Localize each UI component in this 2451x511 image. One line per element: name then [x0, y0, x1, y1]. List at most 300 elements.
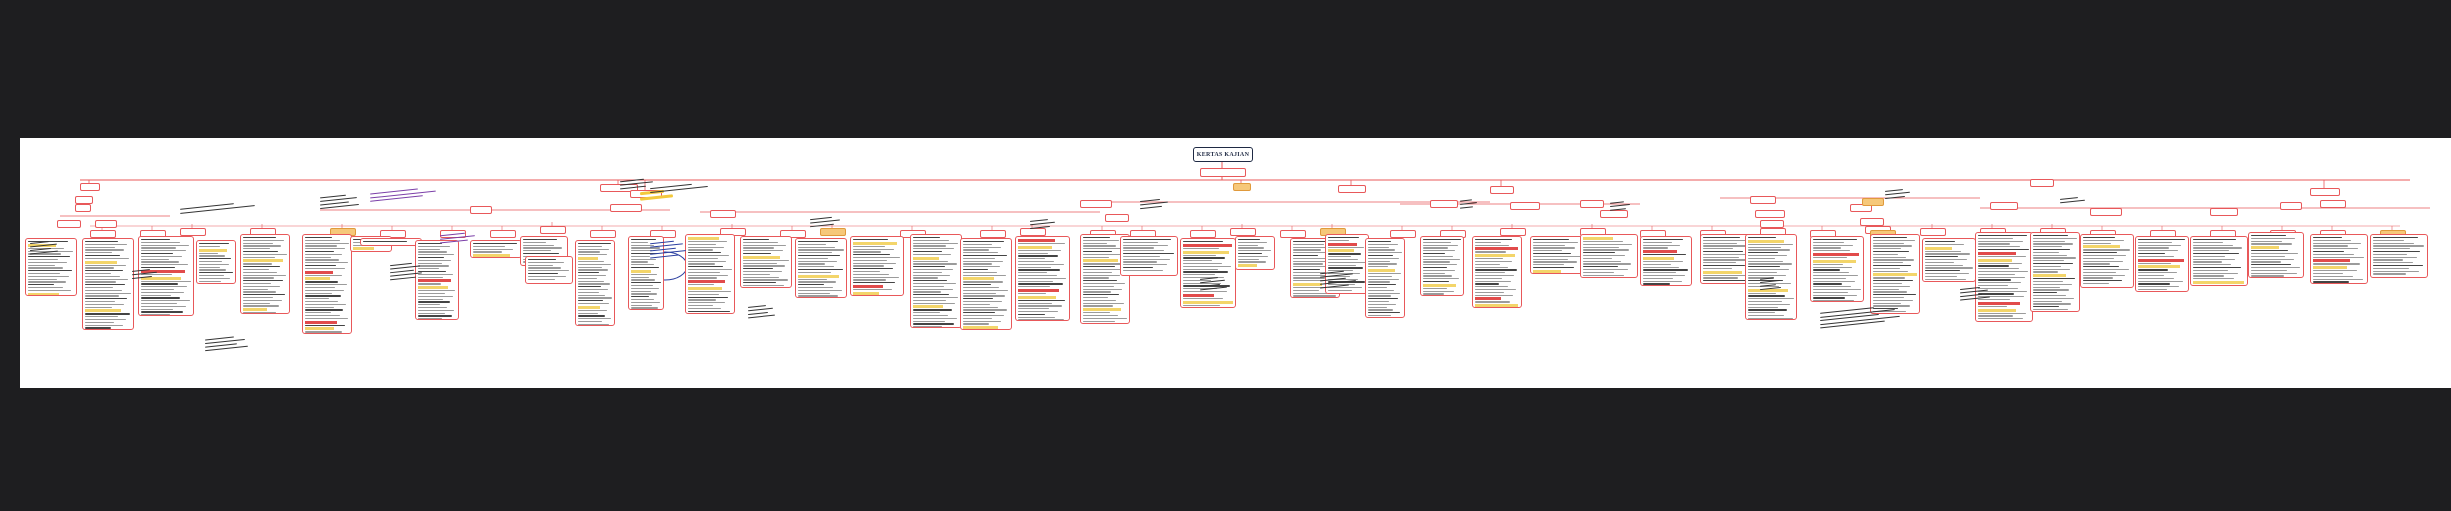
note-line — [2033, 295, 2066, 296]
note-line — [473, 251, 502, 252]
note-line — [1583, 269, 1628, 270]
note-line — [418, 304, 440, 305]
note-line — [523, 245, 554, 246]
note-card[interactable] — [525, 256, 573, 284]
note-card[interactable] — [1472, 236, 1522, 308]
note-line — [1925, 279, 1966, 280]
note-line — [1083, 280, 1117, 281]
note-line — [28, 293, 59, 296]
note-line — [1475, 292, 1504, 293]
branch-label-mid[interactable] — [95, 220, 117, 228]
note-line — [1018, 246, 1052, 249]
note-line — [1368, 252, 1402, 253]
note-card[interactable] — [1365, 238, 1405, 318]
card-heading[interactable] — [540, 226, 566, 234]
note-line — [2193, 270, 2228, 271]
note-line — [1083, 237, 1110, 238]
note-card[interactable] — [740, 236, 792, 288]
note-line — [243, 237, 276, 238]
branch-label-mid[interactable] — [2320, 200, 2346, 208]
note-line — [305, 243, 349, 244]
note-line — [1813, 257, 1847, 258]
note-line — [631, 264, 654, 265]
note-line — [913, 297, 958, 298]
note-line — [1978, 268, 2019, 269]
note-line — [1925, 247, 1952, 250]
note-line — [305, 265, 336, 266]
note-line — [1978, 263, 2022, 264]
note-line — [85, 241, 118, 242]
note-line — [1925, 273, 1969, 274]
note-line — [2313, 245, 2348, 246]
note-line — [418, 260, 451, 261]
branch-label-mid[interactable] — [75, 204, 91, 212]
note-card[interactable] — [360, 238, 422, 246]
note-line — [1475, 286, 1508, 287]
card-heading[interactable] — [90, 230, 116, 238]
note-line — [1238, 247, 1264, 248]
note-line — [1123, 242, 1158, 243]
note-line — [528, 279, 555, 280]
card-heading[interactable] — [1500, 228, 1526, 236]
note-line — [1583, 272, 1614, 273]
note-line — [418, 301, 450, 302]
note-line — [1368, 247, 1389, 248]
note-line — [1368, 309, 1393, 310]
note-line — [1475, 261, 1512, 262]
note-card[interactable] — [2248, 232, 2304, 278]
branch-label-mid[interactable] — [1105, 214, 1129, 222]
note-line — [28, 273, 60, 274]
note-card[interactable] — [1015, 236, 1070, 321]
note-line — [578, 243, 611, 244]
note-line — [1368, 301, 1389, 302]
note-line — [85, 293, 131, 294]
note-card[interactable] — [1235, 236, 1275, 270]
note-card[interactable] — [575, 240, 615, 326]
note-line — [1368, 263, 1397, 264]
note-line — [1083, 312, 1110, 313]
note-line — [85, 287, 113, 288]
note-line — [2251, 275, 2284, 276]
note-line — [1423, 278, 1459, 279]
note-line — [1873, 277, 1905, 278]
note-line — [473, 254, 510, 257]
note-line — [85, 249, 124, 250]
note-card[interactable] — [2370, 234, 2428, 278]
note-line — [85, 265, 126, 266]
note-line — [1018, 281, 1053, 282]
branch-label-mid[interactable] — [2210, 208, 2238, 216]
note-line — [1583, 252, 1615, 253]
note-card[interactable] — [2310, 234, 2368, 284]
note-card[interactable] — [2080, 234, 2134, 288]
note-line — [688, 308, 721, 309]
note-line — [473, 246, 505, 247]
note-line — [2373, 259, 2403, 260]
note-line — [1083, 277, 1109, 278]
note-line — [1643, 283, 1670, 284]
note-line — [85, 281, 116, 282]
note-line — [743, 282, 776, 283]
note-line — [688, 263, 715, 264]
card-heading[interactable] — [1230, 228, 1256, 236]
note-line — [1368, 281, 1390, 282]
note-card[interactable] — [1810, 236, 1864, 302]
note-line — [1813, 297, 1845, 298]
note-line — [913, 291, 941, 292]
note-line — [1018, 239, 1055, 242]
note-line — [1183, 294, 1214, 297]
note-line — [199, 267, 220, 268]
note-card[interactable] — [1120, 236, 1178, 276]
branch-label-mid[interactable] — [1760, 220, 1784, 228]
note-line — [1018, 283, 1063, 284]
branch-label-mid[interactable] — [1430, 200, 1458, 208]
note-line — [963, 298, 993, 299]
note-line — [199, 255, 225, 256]
note-line — [85, 327, 111, 328]
note-line — [1328, 249, 1354, 252]
note-line — [798, 258, 828, 259]
note-line — [1533, 239, 1569, 240]
note-line — [1583, 237, 1613, 240]
note-line — [28, 259, 58, 260]
note-line — [418, 313, 445, 314]
branch-label-mid[interactable] — [1510, 202, 1540, 210]
note-line — [853, 289, 892, 290]
note-line — [1328, 247, 1364, 248]
note-line — [913, 243, 958, 244]
note-line — [141, 311, 183, 312]
note-line — [1183, 298, 1223, 299]
note-line — [243, 275, 286, 276]
note-line — [1183, 251, 1229, 254]
note-line — [1978, 252, 2016, 255]
note-line — [2033, 252, 2059, 253]
note-line — [28, 262, 67, 263]
note-line — [963, 290, 1008, 291]
note-line — [1873, 280, 1913, 281]
note-line — [1643, 254, 1686, 255]
branch-label-mid[interactable] — [1990, 202, 2018, 210]
note-line — [631, 302, 660, 303]
handwritten-annotation — [30, 242, 62, 256]
note-line — [1925, 241, 1955, 242]
handwritten-annotation — [390, 264, 426, 281]
note-card[interactable] — [1640, 236, 1692, 286]
note-card[interactable] — [1180, 238, 1236, 308]
note-line — [1238, 253, 1262, 254]
note-line — [1978, 241, 2023, 242]
note-line — [243, 266, 280, 267]
note-line — [1018, 275, 1057, 276]
note-line — [1533, 267, 1574, 268]
note-line — [1978, 279, 2011, 280]
note-line — [85, 279, 128, 280]
note-line — [1475, 304, 1518, 307]
note-line — [578, 300, 603, 301]
note-line — [2373, 248, 2410, 249]
note-line — [85, 244, 127, 245]
note-line — [1583, 249, 1629, 250]
card-heading[interactable] — [1280, 230, 1306, 238]
note-card[interactable] — [2030, 232, 2080, 312]
branch-label-top[interactable] — [1233, 183, 1251, 191]
note-line — [913, 277, 938, 278]
note-line — [305, 245, 337, 246]
card-heading[interactable] — [1920, 228, 1946, 236]
note-line — [798, 281, 836, 282]
note-line — [743, 285, 784, 286]
note-line — [1083, 297, 1108, 298]
card-heading[interactable] — [180, 228, 206, 236]
note-card[interactable] — [1530, 236, 1586, 274]
note-line — [1978, 259, 2012, 262]
note-line — [1123, 250, 1164, 251]
note-card[interactable] — [240, 234, 290, 314]
note-line — [1978, 249, 2029, 250]
note-card[interactable] — [2135, 236, 2189, 292]
note-line — [305, 321, 337, 324]
note-line — [2313, 257, 2364, 258]
branch-label-highlighted[interactable] — [1862, 198, 1884, 206]
branch-label-mid[interactable] — [1080, 200, 1112, 208]
note-line — [199, 258, 231, 259]
note-line — [1533, 250, 1562, 251]
note-line — [1643, 247, 1668, 248]
note-line — [1183, 255, 1216, 256]
note-line — [1533, 247, 1575, 248]
note-line — [2193, 256, 2225, 257]
branch-label-top[interactable] — [1338, 185, 1366, 193]
note-card[interactable] — [2190, 236, 2248, 286]
note-line — [2083, 237, 2115, 238]
note-line — [1703, 275, 1751, 276]
note-line — [141, 283, 178, 284]
branch-label-top[interactable] — [2310, 188, 2340, 196]
note-line — [1748, 307, 1778, 308]
note-card[interactable] — [196, 240, 236, 284]
branch-label-top[interactable] — [2030, 179, 2054, 187]
note-line — [1703, 268, 1732, 269]
card-heading[interactable] — [590, 230, 616, 238]
note-line — [631, 256, 650, 257]
note-line — [1423, 245, 1458, 246]
note-card[interactable] — [1870, 234, 1920, 314]
note-line — [418, 299, 443, 300]
note-line — [199, 278, 230, 279]
note-line — [1925, 267, 1973, 268]
note-line — [1293, 244, 1324, 245]
note-line — [688, 313, 718, 314]
note-line — [305, 309, 343, 310]
note-card[interactable] — [302, 234, 352, 334]
note-card[interactable] — [1420, 236, 1464, 296]
note-line — [798, 269, 843, 270]
branch-label-top[interactable] — [80, 183, 100, 191]
root-subnode[interactable] — [1200, 168, 1246, 177]
note-line — [1018, 243, 1065, 244]
note-card[interactable] — [910, 234, 962, 328]
note-card[interactable] — [1975, 232, 2033, 322]
note-line — [913, 303, 955, 304]
note-card[interactable] — [82, 238, 134, 330]
note-line — [1368, 293, 1400, 294]
note-line — [528, 273, 558, 274]
note-line — [1293, 258, 1326, 259]
note-line — [305, 325, 345, 326]
note-card[interactable] — [1922, 238, 1976, 282]
note-line — [853, 246, 885, 247]
note-line — [963, 241, 1004, 242]
note-line — [1583, 266, 1618, 267]
note-line — [141, 242, 180, 243]
note-line — [963, 249, 989, 250]
note-line — [1643, 261, 1683, 262]
note-line — [688, 299, 716, 300]
note-line — [913, 323, 954, 324]
branch-label-mid[interactable] — [2090, 208, 2122, 216]
note-line — [1368, 312, 1400, 313]
note-line — [243, 251, 278, 252]
note-line — [2033, 287, 2060, 288]
note-card[interactable] — [795, 238, 847, 298]
note-line — [913, 326, 942, 327]
note-line — [1293, 293, 1327, 294]
branch-label-top[interactable] — [1490, 186, 1514, 194]
branch-label-mid[interactable] — [1755, 210, 1785, 218]
note-line — [2033, 249, 2070, 250]
card-heading[interactable] — [980, 230, 1006, 238]
note-line — [2251, 256, 2285, 257]
card-heading[interactable] — [1390, 230, 1416, 238]
note-line — [1475, 301, 1510, 302]
note-line — [578, 306, 600, 309]
note-line — [1873, 259, 1914, 260]
note-line — [2083, 243, 2111, 244]
branch-label-mid[interactable] — [1750, 196, 1776, 204]
note-line — [1293, 263, 1323, 264]
note-line — [1978, 315, 2013, 316]
note-line — [2373, 257, 2417, 258]
note-line — [85, 247, 115, 248]
note-line — [1183, 305, 1220, 306]
note-line — [2193, 267, 2241, 268]
note-line — [2138, 286, 2179, 287]
note-line — [913, 269, 953, 270]
note-line — [2193, 250, 2229, 251]
note-line — [305, 295, 341, 296]
handwritten-annotation — [180, 206, 270, 213]
note-line — [798, 284, 824, 285]
note-line — [85, 252, 112, 253]
note-line — [853, 251, 881, 252]
note-line — [688, 294, 719, 295]
note-card[interactable] — [960, 238, 1012, 330]
note-line — [528, 267, 561, 268]
note-line — [853, 274, 889, 275]
note-line — [199, 281, 221, 282]
branch-label-mid[interactable] — [470, 206, 492, 214]
note-line — [2313, 276, 2353, 277]
note-line — [2373, 245, 2424, 246]
note-line — [1703, 245, 1746, 246]
branch-label-mid[interactable] — [75, 196, 93, 204]
branch-label-mid[interactable] — [1580, 200, 1604, 208]
note-line — [1533, 259, 1568, 260]
branch-label-mid[interactable] — [610, 204, 642, 212]
note-line — [1083, 286, 1114, 287]
note-line — [578, 257, 598, 260]
note-line — [1183, 244, 1232, 247]
branch-label-mid[interactable] — [710, 210, 736, 218]
note-line — [1123, 259, 1170, 260]
note-line — [743, 265, 785, 266]
card-heading[interactable] — [490, 230, 516, 238]
note-line — [1183, 269, 1218, 270]
note-line — [2033, 303, 2071, 304]
note-line — [1475, 269, 1517, 270]
note-line — [85, 276, 120, 277]
branch-label-mid[interactable] — [2280, 202, 2302, 210]
note-line — [1583, 244, 1632, 245]
note-line — [1475, 283, 1499, 284]
note-line — [2033, 289, 2069, 290]
note-line — [2138, 242, 2172, 243]
note-line — [2138, 250, 2178, 251]
note-line — [2373, 240, 2404, 241]
branch-label-mid[interactable] — [57, 220, 81, 228]
branch-label-mid[interactable] — [1860, 218, 1884, 226]
note-card[interactable] — [1580, 234, 1638, 278]
note-line — [631, 282, 661, 283]
note-line — [913, 312, 940, 313]
note-line — [688, 261, 726, 262]
note-line — [199, 264, 229, 265]
note-line — [798, 279, 827, 280]
note-line — [2033, 260, 2064, 261]
note-card[interactable] — [685, 234, 735, 314]
note-line — [688, 258, 718, 259]
note-line — [1083, 321, 1115, 322]
note-card[interactable] — [850, 236, 904, 296]
note-line — [578, 272, 599, 273]
root-node[interactable]: KERTAS KAJIAN — [1193, 147, 1253, 162]
note-line — [2251, 241, 2282, 242]
note-line — [141, 314, 170, 315]
note-line — [1083, 269, 1123, 270]
note-line — [2033, 309, 2068, 310]
note-line — [688, 249, 713, 250]
note-line — [2313, 240, 2351, 241]
note-line — [1018, 303, 1052, 304]
note-line — [2033, 266, 2061, 267]
note-line — [1183, 257, 1225, 258]
note-line — [418, 254, 454, 255]
note-line — [1018, 311, 1058, 312]
card-heading[interactable] — [1190, 230, 1216, 238]
note-line — [305, 257, 331, 258]
note-line — [1293, 269, 1320, 270]
note-line — [141, 267, 175, 268]
note-line — [2251, 235, 2286, 236]
note-line — [963, 258, 995, 259]
note-line — [1978, 243, 2010, 244]
note-line — [2033, 281, 2063, 282]
note-line — [798, 244, 826, 245]
card-heading[interactable] — [820, 228, 846, 236]
